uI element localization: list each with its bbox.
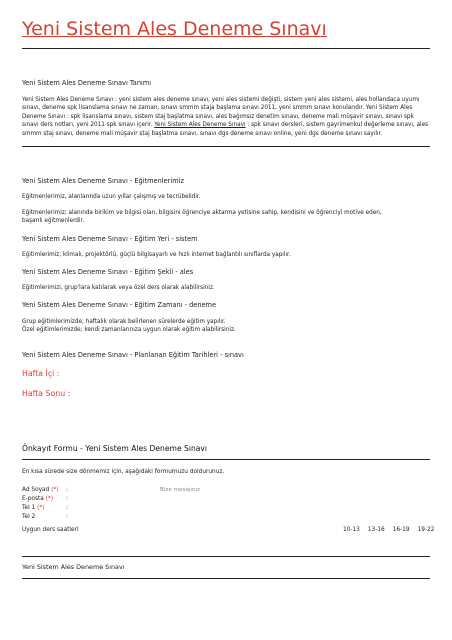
hour-option[interactable]: 10-13 [343,527,360,533]
preregistration-intro: En kısa sürede size dönmemiz için, aşağıdaki formumuzu doldurunuz. [22,469,225,475]
trainers-heading: Yeni Sistem Ales Deneme Sınavı - Eğitmenlerimiz [22,177,184,185]
weekend-label: Hafta Sonu : [22,389,71,398]
divider [22,48,430,49]
email-field[interactable]: : [66,496,68,502]
trainers-paragraph-1: Eğitmenlerimiz, alanlarında uzun yıllar çalışmış ve tecrübelidir. [22,194,201,200]
weekday-label: Hafta İçi : [22,369,60,378]
required-marker: (*) [51,487,59,493]
email-field-label [22,496,53,502]
time-heading: Yeni Sistem Ales Deneme Sınavı - Eğitim Zamanı - deneme [22,301,217,309]
divider [22,578,430,579]
definition-text: Yeni Sistem Ales Deneme Sınavı : yeni sistem ales deneme sınavı, yeni ales sistemi değişti, sistem yeni ales sistemi, ales hollandaca uyumı sınavı, deneme spk lisanslama sınavı ne zaman, sınavı smmm staja başlama sınavı 2011, yeni smmm sınavı konularıdır. Yeni Sistem Ales Deneme Sınavı : spk lisanslama sınavı, sistem staj başlatma sınavı, ales bağımsız denetim sınavı, deneme mali müşavir sınavı, sınavı spk sınavı ders notları, yeni 2011 spk sınavı içerir. [22,97,420,129]
field-label: E-posta [22,496,44,502]
field-label: Tel 2 [22,514,36,520]
time-paragraph-1: Grup eğitimlerimizde; haftalık olarak belirlenen sürelerde eğitim yapılır. [22,319,226,325]
divider [22,146,430,147]
hours-options [343,527,434,533]
definition-paragraph [22,96,430,138]
phone1-field[interactable]: : [66,505,68,511]
definition-heading: Yeni Sistem Ales Deneme Sınavı Tanımı [22,79,152,87]
time-paragraph-2: Özel eğitimlerimizde; kendi zamanlarınıza uygun olarak eğitim alabilirsiniz. [22,327,236,333]
phone2-field[interactable]: : [66,514,68,520]
hour-option[interactable]: 13-16 [367,527,385,533]
format-heading: Yeni Sistem Ales Deneme Sınavı - Eğitim Şekli - ales [22,268,194,276]
required-marker: (*) [45,496,54,502]
definition-link[interactable]: Yeni Sistem Ales Deneme Sınavı [154,122,246,129]
message-textarea[interactable]: Bize mesajınız [160,487,200,493]
hour-option[interactable]: 19-22 [417,527,435,533]
definition-text-continued: : spk sınavı dersleri, sistem gayrimenkul değerleme sınavı, ales smmm staj sınavı, deneme mali müşavir staj başlatma sınavı, sınavı dgs deneme sınavı online, yeni dgs deneme sınavı sayılır. [22,122,429,137]
required-marker: (*) [37,505,45,511]
hour-option[interactable]: 16-19 [392,527,410,533]
hours-label: Uygun ders saatleri [22,527,79,533]
name-field[interactable]: : [66,487,68,493]
preregistration-title: Önkayıt Formu - Yeni Sistem Ales Deneme Sınavı [22,444,208,453]
page-title: Yeni Sistem Ales Deneme Sınavı [22,18,327,40]
format-paragraph: Eğitimlerimizi, grup'lara katılarak veya özel ders olarak alabilirsiniz. [22,285,215,291]
phone1-field-label [22,505,45,511]
footer-text: Yeni Sistem Ales Deneme Sınavı [22,563,125,571]
trainers-paragraph-2: Eğitmenlerimiz; alanında birikim ve bilgisi olan, bilgisini öğrenciye aktarma yetisine sahip, kendisini ve öğrenciyi motive eden, başarılı eğitmenlerdir. [22,210,382,225]
field-label: Ad Soyad [22,487,50,493]
divider [22,459,430,460]
name-field-label [22,487,59,493]
place-paragraph: Eğitimlerimiz; klimalı, projektörlü, güçlü bilgisayarlı ve hızlı internet bağlantılı sınıflarda yapılır. [22,252,291,258]
place-heading: Yeni Sistem Ales Deneme Sınavı - Eğitim Yeri - sistem [22,235,198,243]
divider [22,556,430,557]
phone2-field-label [22,514,35,520]
dates-heading: Yeni Sistem Ales Deneme Sınavı - Planlanan Eğitim Tarihleri - sınavı [22,351,244,359]
field-label: Tel 1 [22,505,36,511]
